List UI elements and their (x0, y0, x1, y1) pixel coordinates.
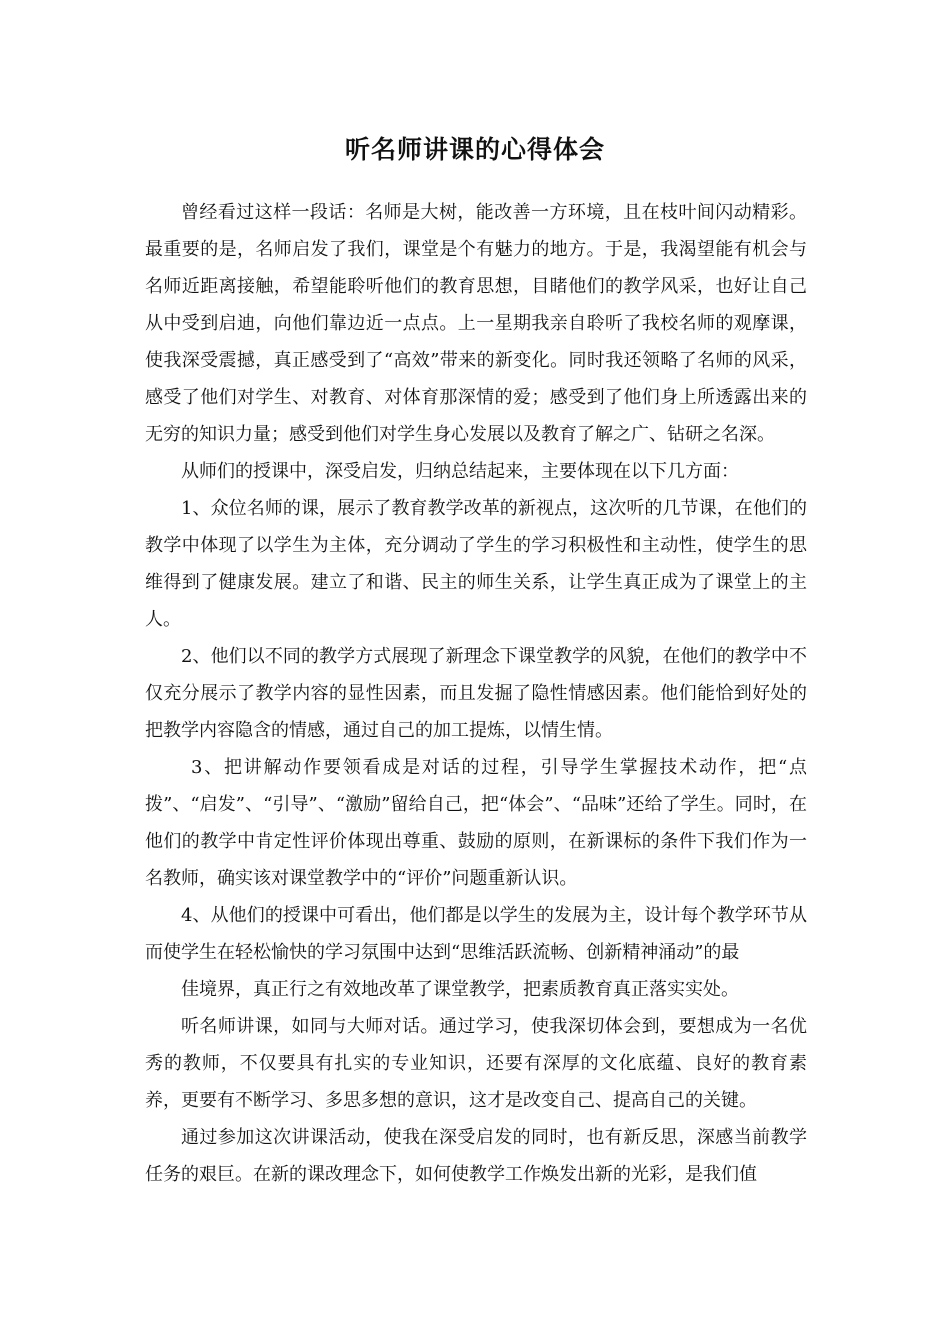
paragraph-point-4-continued: 佳境界，真正行之有效地改革了课堂教学，把素质教育真正落实实处。 (181, 979, 739, 1000)
paragraph-reflection: 听名师讲课，如同与大师对话。通过学习，使我深切体会到，要想成为一名优秀的教师，不仅要具有扎实的专业知识，还要有深厚的文化底蕴、良好的教育素养，更要有不断学习、多思多想的意识，这才是改变自己、提高自己的关键。 (145, 1016, 807, 1111)
paragraph-closing: 通过参加这次讲课活动，使我在深受启发的同时，也有新反思，深感当前教学任务的艰巨。在新的课改理念下，如何使教学工作焕发出新的光彩，是我们值 (145, 1127, 807, 1185)
document-title: 听名师讲课的心得体会 (344, 135, 605, 164)
paragraph-point-3: 3、把讲解动作要领看成是对话的过程，引导学生掌握技术动作，把“点拨”、“启发”、“引导”、“激励”留给自己，把“体会”、“品味”还给了学生。同时，在他们的教学中肯定性评价体现出尊重、鼓励的原则，在新课标的条件下我们作为一名教师，确实该对课堂教学中的“评价”问题重新认识。 (145, 757, 807, 889)
paragraph-point-2: 2、他们以不同的教学方式展现了新理念下课堂教学的风貌，在他们的教学中不仅充分展示了教学内容的显性因素，而且发掘了隐性情感因素。他们能恰到好处的把教学内容隐含的情感，通过自己的加工提炼，以情生情。 (145, 646, 807, 741)
paragraph-point-1: 1、众位名师的课，展示了教育教学改革的新视点，这次听的几节课，在他们的教学中体现了以学生为主体，充分调动了学生的学习积极性和主动性，使学生的思维得到了健康发展。建立了和谐、民主的师生关系，让学生真正成为了课堂上的主人。 (145, 498, 807, 630)
paragraph-point-4: 4、从他们的授课中可看出，他们都是以学生的发展为主，设计每个教学环节从而使学生在轻松愉快的学习氛围中达到“思维活跃流畅、创新精神涌动”的最 (145, 905, 807, 963)
document-body (145, 194, 807, 1193)
paragraph-intro: 曾经看过这样一段话：名师是大树，能改善一方环境，且在枝叶间闪动精彩。最重要的是，名师启发了我们，课堂是个有魅力的地方。于是，我渴望能有机会与名师近距离接触，希望能聆听他们的教育思想，目睹他们的教学风采，也好让自己从中受到启迪，向他们靠边近一点点。上一星期我亲自聆听了我校名师的观摩课，使我深受震撼，真正感受到了“高效”带来的新变化。同时我还领略了名师的风采，感受了他们对学生、对教育、对体育那深情的爱；感受到了他们身上所透露出来的无穷的知识力量；感受到他们对学生身心发展以及教育了解之广、钻研之名深。 (145, 202, 807, 445)
paragraph-summary: 从师们的授课中，深受启发，归纳总结起来，主要体现在以下几方面： (181, 461, 739, 482)
